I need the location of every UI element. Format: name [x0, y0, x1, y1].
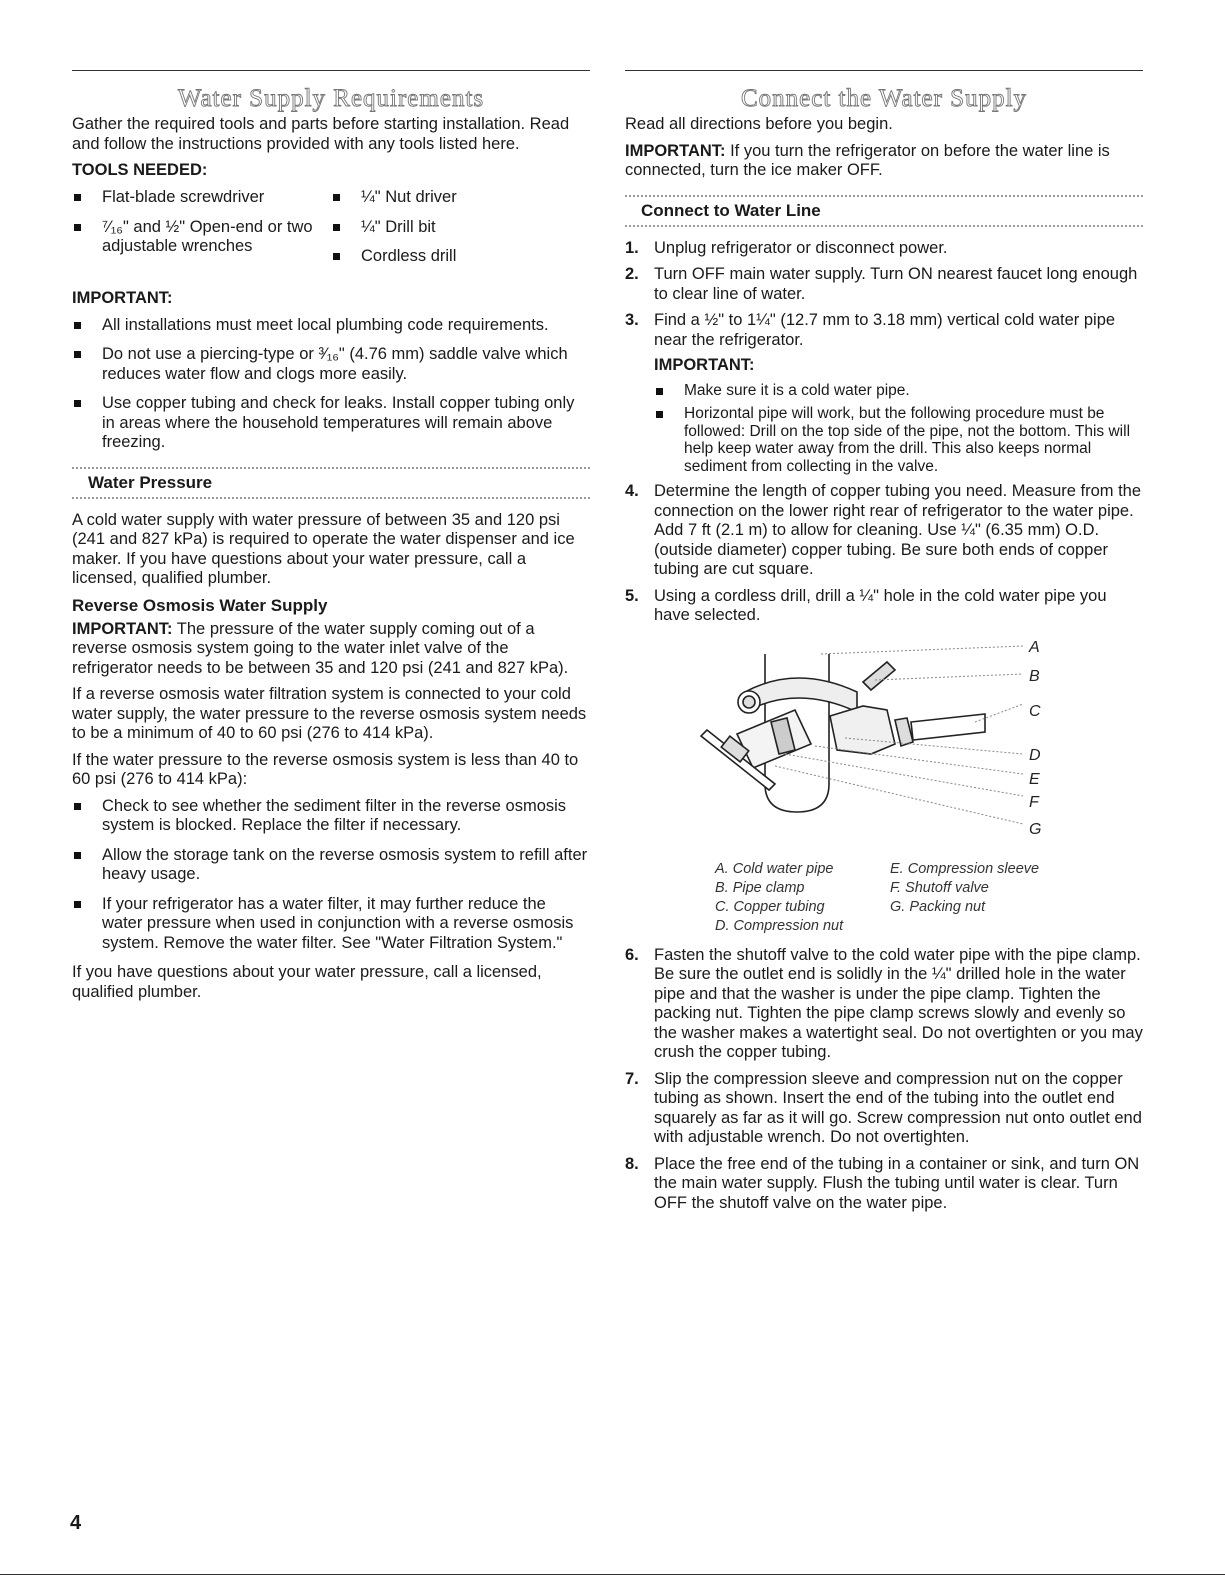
legend-column: [715, 860, 890, 936]
figure-label-f: F: [1029, 793, 1039, 811]
intro-text: Read all directions before you begin.: [625, 115, 893, 133]
step-text: Turn OFF main water supply. Turn ON nearest faucet long enough to clear line of water.: [654, 265, 1138, 303]
figure-label-e: E: [1029, 770, 1040, 788]
step-item: [625, 1155, 1143, 1214]
legend-item: B. Pipe clamp: [715, 879, 805, 896]
step-text: Unplug refrigerator or disconnect power.: [654, 238, 948, 257]
figure-label-b: B: [1029, 667, 1040, 685]
reverse-osmosis-important: [72, 620, 590, 679]
figure-legend: [715, 860, 1143, 936]
list-item: Flat-blade screwdriver: [72, 188, 331, 208]
step-text: Slip the compression sleeve and compression nut on the copper tubing as shown. Insert the end of the tubing into the outlet end squarely as far as it will go. Screw compression nut onto outlet end with adjustable wrench. Do not overtighten.: [654, 1069, 1142, 1146]
tools-list: [72, 188, 590, 283]
step-item: [625, 587, 1143, 626]
step-text: Determine the length of copper tubing you need. Measure from the connection on the lower right rear of refrigerator to the water pipe. Add 7 ft (2.1 m) to allow for cleaning. Use ¼" (6.35 mm) O.D. (outside diameter) copper tubing. Be sure both ends of copper tubing are cut square.: [654, 482, 1142, 578]
list-item: Cordless drill: [331, 247, 590, 267]
important-text: If you turn the refrigerator on before the water line is connected, turn the ice maker OFF.: [625, 141, 1110, 179]
step-item: [625, 482, 1143, 580]
list-item: Make sure it is a cold water pipe.: [654, 382, 1143, 400]
connect-water-line-heading: Connect to Water Line: [625, 195, 1143, 227]
top-rule: [625, 70, 1143, 71]
step-important-list: [654, 382, 1143, 476]
legend-item: F. Shutoff valve: [890, 879, 989, 896]
list-item: ¼" Nut driver: [331, 188, 590, 208]
page-number: 4: [70, 1512, 82, 1534]
legend-item: D. Compression nut: [715, 917, 844, 934]
important-note: [625, 142, 1143, 181]
reverse-osmosis-final: If you have questions about your water pressure, call a licensed, qualified plumber.: [72, 963, 542, 1001]
step-important-heading: IMPORTANT:: [654, 356, 755, 374]
step-text: Find a ½" to 1¼" (12.7 mm to 3.18 mm) vertical cold water pipe near the refrigerator.: [654, 311, 1116, 349]
important-label: IMPORTANT:: [625, 141, 726, 160]
valve-diagram: [625, 634, 1143, 844]
tools-heading: TOOLS NEEDED:: [72, 161, 208, 179]
step-item: [625, 239, 1143, 259]
reverse-osmosis-paragraph: If the water pressure to the reverse osmosis system is less than 40 to 60 psi (276 to 414 kPa):: [72, 750, 579, 788]
legend-item: A. Cold water pipe: [715, 860, 834, 877]
tools-list-col1: [72, 188, 331, 277]
important-label: IMPORTANT:: [72, 619, 173, 638]
section-title: Water Supply Requirements: [177, 85, 485, 112]
list-item: Horizontal pipe will work, but the following procedure must be followed: Drill on the top side of the pipe, not the bottom. This will help keep water away from the drill. This also keeps normal sediment from collecting in the valve.: [654, 405, 1143, 475]
steps-list: [625, 239, 1143, 626]
left-column: [72, 70, 590, 1009]
important-list: [72, 316, 590, 453]
figure-label-g: G: [1029, 820, 1042, 838]
figure-label-d: D: [1029, 746, 1041, 764]
top-rule: [72, 70, 590, 71]
step-item: [625, 311, 1143, 475]
step-number: 8.: [625, 1154, 639, 1173]
list-item: All installations must meet local plumbing code requirements.: [72, 316, 590, 336]
right-column: [625, 70, 1143, 1220]
reverse-osmosis-list: [72, 797, 590, 954]
step-text: Fasten the shutoff valve to the cold water pipe with the pipe clamp. Be sure the outlet end is solidly in the ¼" drilled hole in the water pipe and that the washer is under the pipe clamp. Tighten the packing nut. Tighten the pipe clamp screws slowly and evenly so the washer makes a watertight seal. Do not overtighten or you may crush the copper tubing.: [654, 945, 1143, 1061]
reverse-osmosis-paragraph: If a reverse osmosis water filtration system is connected to your cold water supply, the water pressure to the reverse osmosis system needs to be a minimum of 40 to 60 psi (276 to 414 kPa).: [72, 685, 587, 742]
important-text: The pressure of the water supply coming out of a reverse osmosis system going to the water inlet valve of the refrigerator needs to be between 35 and 120 psi (241 and 827 kPa).: [72, 619, 569, 677]
list-item: Do not use a piercing-type or ³⁄₁₆" (4.76 mm) saddle valve which reduces water flow and clogs more easily.: [72, 345, 590, 384]
list-item: ¼" Drill bit: [331, 218, 590, 238]
step-item: [625, 265, 1143, 304]
step-item: [625, 946, 1143, 1063]
list-item: Check to see whether the sediment filter in the reverse osmosis system is blocked. Replace the filter if necessary.: [72, 797, 590, 836]
water-pressure-text: A cold water supply with water pressure of between 35 and 120 psi (241 and 827 kPa) is required to operate the water dispenser and ice maker. If you have questions about your water pressure, call a licensed, qualified plumber.: [72, 510, 575, 587]
list-item: Use copper tubing and check for leaks. Install copper tubing only in areas where the household temperatures will remain above freezing.: [72, 394, 590, 453]
tools-list-col2: [331, 188, 590, 277]
step-number: 1.: [625, 238, 639, 257]
bottom-rule: [0, 1574, 1225, 1575]
step-number: 7.: [625, 1069, 639, 1088]
step-number: 2.: [625, 265, 639, 283]
list-item: ⁷⁄₁₆" and ½" Open-end or two adjustable wrenches: [72, 218, 331, 257]
figure-label-a: A: [1029, 638, 1040, 656]
water-pressure-heading: Water Pressure: [72, 467, 590, 499]
list-item: If your refrigerator has a water filter, it may further reduce the water pressure when used in conjunction with a reverse osmosis system. Remove the water filter. See "Water Filtration System.": [72, 895, 590, 954]
step-item: [625, 1070, 1143, 1148]
important-heading: IMPORTANT:: [72, 288, 173, 307]
valve-diagram-illustration: [625, 634, 1143, 844]
step-number: 3.: [625, 311, 639, 329]
legend-item: E. Compression sleeve: [890, 860, 1040, 877]
steps-list-continued: [625, 946, 1143, 1214]
list-item: Allow the storage tank on the reverse osmosis system to refill after heavy usage.: [72, 846, 590, 885]
reverse-osmosis-heading: Reverse Osmosis Water Supply: [72, 595, 328, 615]
legend-item: C. Copper tubing: [715, 898, 825, 915]
legend-column: [890, 860, 1039, 936]
legend-item: G. Packing nut: [890, 898, 986, 915]
step-text: Place the free end of the tubing in a container or sink, and turn ON the main water supply. Flush the tubing until water is clear. Turn OFF the shutoff valve on the water pipe.: [654, 1154, 1140, 1212]
intro-text: Gather the required tools and parts before starting installation. Read and follow the instructions provided with any tools listed here.: [72, 115, 570, 153]
step-number: 6.: [625, 945, 639, 964]
section-title: Connect the Water Supply: [740, 85, 1028, 112]
figure-label-c: C: [1029, 702, 1041, 720]
step-number: 5.: [625, 586, 639, 605]
step-text: Using a cordless drill, drill a ¼" hole in the cold water pipe you have selected.: [654, 586, 1107, 624]
step-number: 4.: [625, 482, 639, 500]
